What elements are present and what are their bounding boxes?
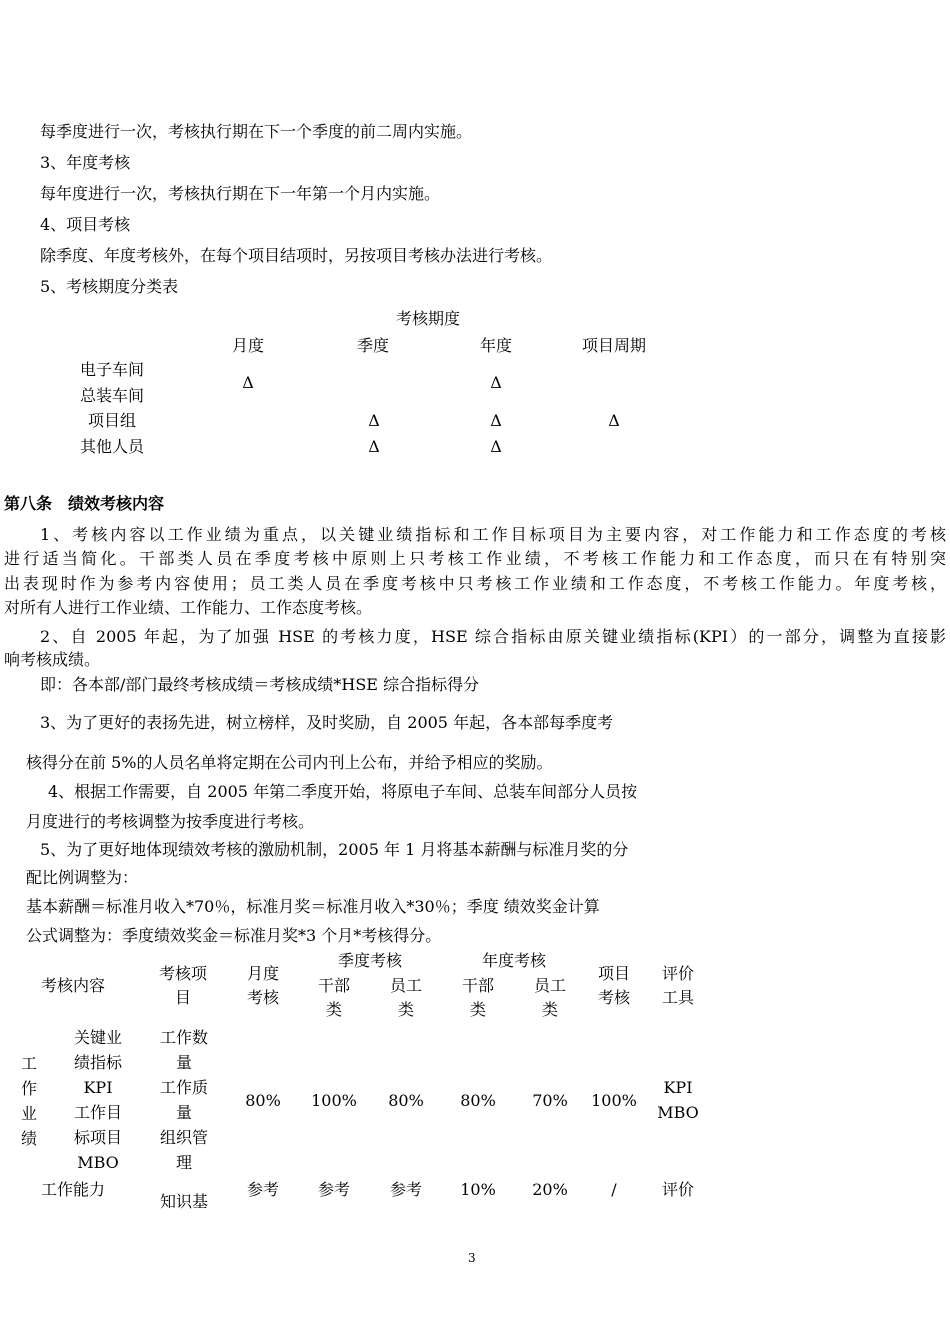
- ability-value: 参考: [389, 1180, 422, 1199]
- header-item: 考核项: [158, 964, 207, 983]
- perf-item: 量: [175, 1053, 192, 1072]
- header-staff: 类: [397, 1000, 414, 1019]
- header-year: 年度考核: [481, 951, 546, 970]
- ability-item: 知识基: [159, 1192, 208, 1211]
- header-quarter: 季度考核: [337, 951, 402, 970]
- perf-item: 工作质: [159, 1078, 208, 1097]
- perf-label: 工: [20, 1054, 37, 1073]
- paragraph-line: 4、根据工作需要，自 2005 年第二季度开始，将原电子车间、总装车间部分人员按: [48, 782, 638, 801]
- paragraph-line: 对所有人进行工作业绩、工作能力、工作态度考核。: [4, 598, 373, 617]
- perf-sub: 标项目: [73, 1128, 122, 1147]
- paragraph-line: 配比例调整为：: [26, 868, 139, 887]
- paragraph-line: 2、自 2005 年起，为了加强 HSE 的考核力度，HSE 综合指标由原关键业绩指标(KPI）的一部分，调整为直接影: [40, 627, 946, 646]
- header-month: 考核: [246, 988, 279, 1007]
- perf-value-month: 80%: [245, 1091, 281, 1110]
- perf-sub: MBO: [77, 1153, 119, 1172]
- paragraph-line: 基本薪酬＝标准月收入*70％，标准月奖＝标准月收入*30％；季度 绩效奖金计算: [26, 897, 600, 916]
- subheading-period-table: 5、考核期度分类表: [40, 277, 179, 296]
- header-project: 考核: [597, 988, 630, 1007]
- paragraph-line: 进行适当简化。干部类人员在季度考核中原则上只考核工作业绩，不考核工作能力和工作态度，而只在有特别突: [4, 549, 946, 568]
- perf-value-project: 100%: [591, 1091, 637, 1110]
- header-project: 项目: [597, 964, 630, 983]
- text-line: 每季度进行一次，考核执行期在下一个季度的前二周内实施。: [40, 122, 473, 141]
- column-header: 季度: [356, 336, 389, 355]
- paragraph-line: 1、考核内容以工作业绩为重点，以关键业绩指标和工作目标项目为主要内容，对工作能力和工作态度的考核: [40, 525, 946, 544]
- formula-line: 即：各本部/部门最终考核成绩＝考核成绩*HSE 综合指标得分: [40, 675, 480, 694]
- paragraph-line: 核得分在前 5%的人员名单将定期在公司内刊上公布，并给予相应的奖励。: [26, 753, 553, 772]
- perf-item: 量: [175, 1103, 192, 1122]
- header-staff: 员工: [389, 976, 422, 995]
- text-line: 除季度、年度考核外，在每个项目结项时，另按项目考核办法进行考核。: [40, 246, 553, 265]
- section-heading: 第八条 绩效考核内容: [4, 494, 165, 513]
- delta-mark: Δ: [490, 437, 502, 456]
- perf-tool: MBO: [657, 1103, 699, 1122]
- row-label: 总装车间: [79, 386, 144, 405]
- ability-label: 工作能力: [40, 1180, 105, 1199]
- delta-mark: Δ: [242, 373, 254, 392]
- perf-label: 绩: [20, 1129, 37, 1148]
- header-tool: 工具: [661, 988, 694, 1007]
- paragraph-line: 3、为了更好的表扬先进，树立榜样，及时奖励，自 2005 年起，各本部每季度考: [40, 713, 614, 732]
- perf-value-quarter-staff: 80%: [388, 1091, 424, 1110]
- ability-value: 参考: [317, 1180, 350, 1199]
- row-label: 电子车间: [79, 360, 144, 379]
- header-cadre: 干部: [317, 976, 350, 995]
- delta-mark: Δ: [368, 437, 380, 456]
- ability-value: 20%: [532, 1180, 568, 1199]
- perf-item: 理: [175, 1153, 192, 1172]
- paragraph-line: 出表现时作为参考内容使用；员工类人员在季度考核中只考核工作业绩和工作态度，不考核工作能力。年度考核，: [4, 574, 946, 593]
- delta-mark: Δ: [368, 411, 380, 430]
- header-month: 月度: [246, 964, 279, 983]
- perf-label: 作: [20, 1079, 37, 1098]
- column-header: 月度: [231, 336, 264, 355]
- ability-tool: 评价: [661, 1180, 694, 1199]
- perf-item: 组织管: [159, 1128, 208, 1147]
- ability-value: 参考: [246, 1180, 279, 1199]
- header-cadre: 类: [325, 1000, 342, 1019]
- header-tool: 评价: [661, 964, 694, 983]
- period-table-title: 考核期度: [395, 309, 460, 328]
- perf-sub: KPI: [83, 1078, 113, 1097]
- delta-mark: Δ: [608, 411, 620, 430]
- row-label: 项目组: [87, 411, 136, 430]
- ability-value: 10%: [460, 1180, 496, 1199]
- perf-tool: KPI: [663, 1078, 693, 1097]
- header-item: 目: [174, 988, 191, 1007]
- perf-sub: 工作目: [73, 1103, 122, 1122]
- column-header: 项目周期: [581, 336, 646, 355]
- header-staff: 类: [541, 1000, 558, 1019]
- header-staff: 员工: [533, 976, 566, 995]
- perf-sub: 绩指标: [73, 1053, 122, 1072]
- header-cadre: 干部: [461, 976, 494, 995]
- delta-mark: Δ: [490, 373, 502, 392]
- ability-value: /: [611, 1180, 617, 1199]
- page-number: 3: [468, 1251, 476, 1265]
- row-label: 其他人员: [79, 437, 144, 456]
- header-content: 考核内容: [40, 976, 105, 995]
- delta-mark: Δ: [490, 411, 502, 430]
- subheading-annual-review: 3、年度考核: [40, 153, 131, 172]
- perf-value-year-cadre: 80%: [460, 1091, 496, 1110]
- column-header: 年度: [479, 336, 512, 355]
- text-line: 每年度进行一次，考核执行期在下一年第一个月内实施。: [40, 184, 441, 203]
- perf-item: 工作数: [159, 1028, 208, 1047]
- perf-sub: 关键业: [73, 1028, 122, 1047]
- paragraph-line: 月度进行的考核调整为按季度进行考核。: [26, 812, 315, 831]
- paragraph-line: 响考核成绩。: [4, 650, 101, 669]
- paragraph-line: 5、为了更好地体现绩效考核的激励机制，2005 年 1 月将基本薪酬与标准月奖的分: [40, 840, 629, 859]
- perf-value-year-staff: 70%: [532, 1091, 568, 1110]
- subheading-project-review: 4、项目考核: [40, 215, 131, 234]
- header-cadre: 类: [469, 1000, 486, 1019]
- paragraph-line: 公式调整为：季度绩效奖金＝标准月奖*3 个月*考核得分。: [26, 926, 442, 945]
- perf-label: 业: [20, 1104, 37, 1123]
- perf-value-quarter-cadre: 100%: [311, 1091, 357, 1110]
